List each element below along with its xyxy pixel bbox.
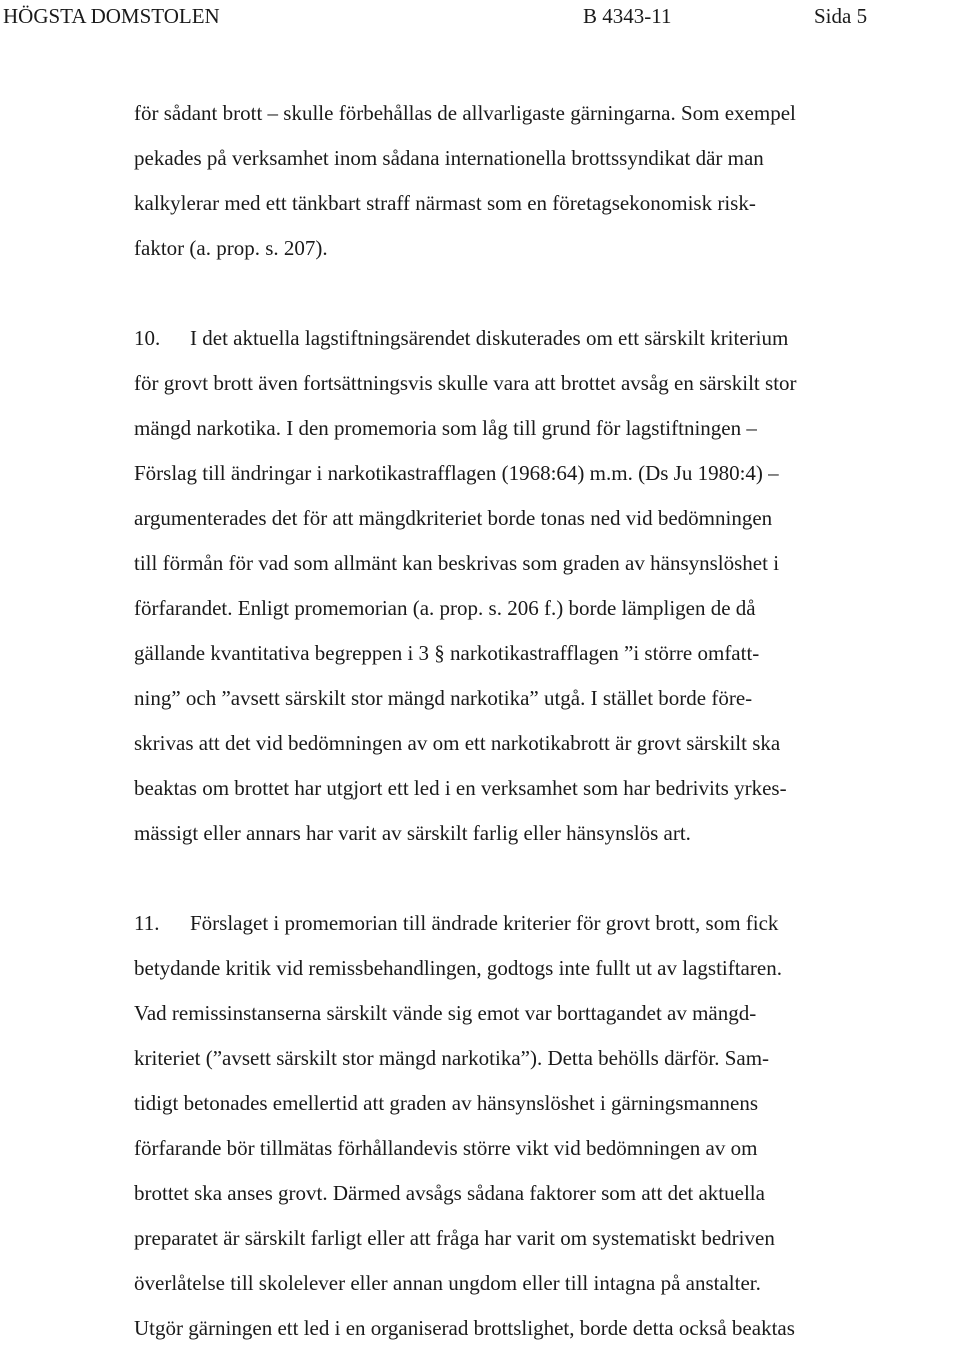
text-line: argumenterades det för att mängdkriteriet borde tonas ned vid bedömningen xyxy=(134,506,773,530)
text-line: faktor (a. prop. s. 207). xyxy=(134,236,328,260)
text-line: beaktas om brottet har utgjort ett led i en verksamhet som har bedrivits yrkes- xyxy=(134,776,787,800)
text-line: skrivas att det vid bedömningen av om ett narkotikabrott är grovt särskilt ska xyxy=(134,731,781,755)
text-line: förfarandet. Enligt promemorian (a. prop. s. 206 f.) borde lämpligen de då xyxy=(134,596,756,620)
text-line: gällande kvantitativa begreppen i 3 § narkotikastrafflagen ”i större omfatt- xyxy=(134,641,760,665)
text-line: kriteriet (”avsett särskilt stor mängd narkotika”). Detta behölls därför. Sam- xyxy=(134,1046,770,1070)
paragraph-number: 11. xyxy=(134,911,160,935)
text-line: Förslaget i promemorian till ändrade kriterier för grovt brott, som fick xyxy=(190,911,779,935)
paragraph-number: 10. xyxy=(134,326,161,350)
text-line: pekades på verksamhet inom sådana internationella brottssyndikat där man xyxy=(134,146,764,170)
text-line: kalkylerar med ett tänkbart straff närmast som en företagsekonomisk risk- xyxy=(134,191,756,215)
text-line: Förslag till ändringar i narkotikastrafflagen (1968:64) m.m. (Ds Ju 1980:4) – xyxy=(134,461,779,485)
case-number: B 4343-11 xyxy=(583,4,672,28)
page-header xyxy=(0,4,960,34)
text-line: I det aktuella lagstiftningsärendet diskuterades om ett särskilt kriterium xyxy=(190,326,789,350)
court-name: HÖGSTA DOMSTOLEN xyxy=(3,4,220,28)
text-line: Utgör gärningen ett led i en organiserad brottslighet, borde detta också beaktas xyxy=(134,1316,795,1340)
text-line: förfarande bör tillmätas förhållandevis större vikt vid bedömningen av om xyxy=(134,1136,758,1160)
text-line: för grovt brott även fortsättningsvis skulle vara att brottet avsåg en särskilt stor xyxy=(134,371,797,395)
text-line: preparatet är särskilt farligt eller att fråga har varit om systematiskt bedriven xyxy=(134,1226,775,1250)
text-line: Vad remissinstanserna särskilt vände sig emot var borttagandet av mängd- xyxy=(134,1001,757,1025)
text-line: för sådant brott – skulle förbehållas de allvarligaste gärningarna. Som exempel xyxy=(134,101,796,125)
text-line: ning” och ”avsett särskilt stor mängd narkotika” utgå. I stället borde före- xyxy=(134,686,753,710)
text-line: brottet ska anses grovt. Därmed avsågs sådana faktorer som att det aktuella xyxy=(134,1181,765,1205)
text-line: överlåtelse till skolelever eller annan ungdom eller till intagna på anstalter. xyxy=(134,1271,761,1295)
text-line: mässigt eller annars har varit av särskilt farlig eller hänsynslös art. xyxy=(134,821,691,845)
text-line: betydande kritik vid remissbehandlingen, godtogs inte fullt ut av lagstiftaren. xyxy=(134,956,782,980)
text-line: till förmån för vad som allmänt kan beskrivas som graden av hänsynslöshet i xyxy=(134,551,780,575)
text-line: tidigt betonades emellertid att graden av hänsynslöshet i gärningsmannens xyxy=(134,1091,759,1115)
page-number: Sida 5 xyxy=(814,4,868,28)
text-line: mängd narkotika. I den promemoria som låg till grund för lagstiftningen – xyxy=(134,416,757,440)
